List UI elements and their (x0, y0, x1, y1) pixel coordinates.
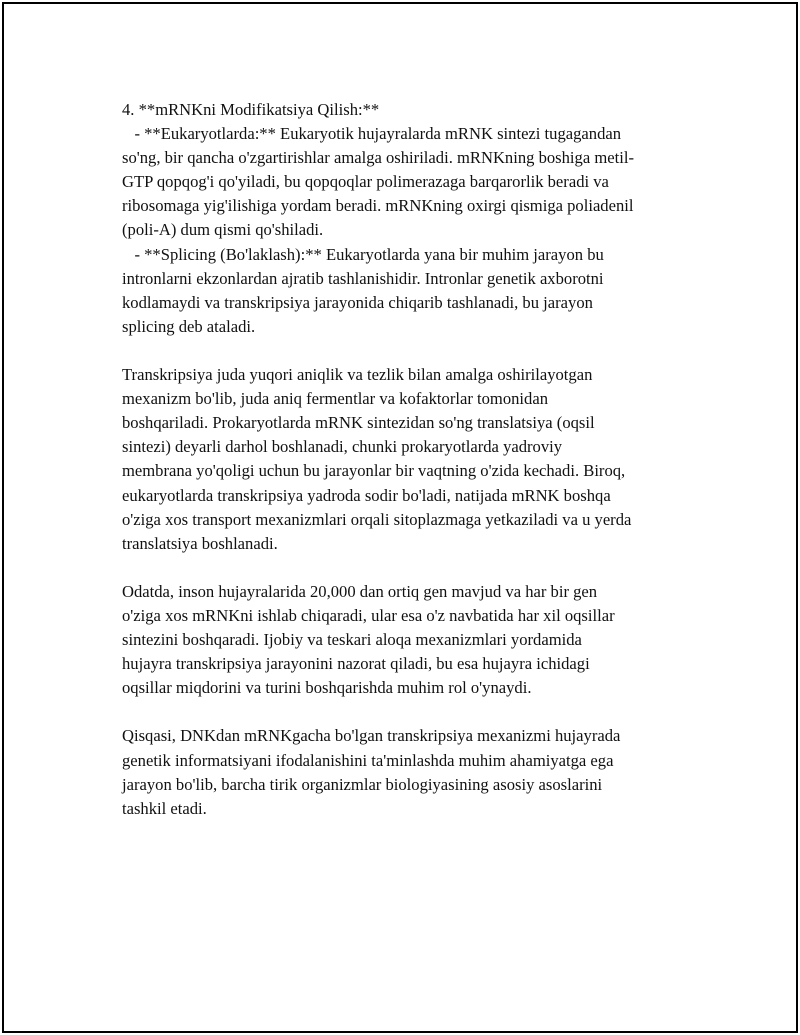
text-line: boshqariladi. Prokaryotlarda mRNK sintezidan so'ng translatsiya (oqsil (122, 413, 595, 433)
text-line: GTP qopqog'i qo'yiladi, bu qopqoqlar polimerazaga barqarorlik beradi va (122, 172, 609, 192)
text-line: membrana yo'qoligi uchun bu jarayonlar bir vaqtning o'zida kechadi. Biroq, (122, 461, 626, 481)
text-line: Transkripsiya juda yuqori aniqlik va tezlik bilan amalga oshirilayotgan (122, 365, 593, 385)
text-line: ribosomaga yig'ilishiga yordam beradi. mRNKning oxirgi qismiga poliadenil (122, 196, 634, 216)
text-line: sintezini boshqaradi. Ijobiy va teskari aloqa mexanizmlari yordamida (122, 630, 582, 650)
page-frame (2, 2, 798, 1033)
paragraph-gap (122, 339, 702, 363)
text-line: hujayra transkripsiya jarayonini nazorat qiladi, bu esa hujayra ichidagi (122, 654, 590, 674)
text-line: intronlarni ekzonlardan ajratib tashlanishidir. Intronlar genetik axborotni (122, 268, 604, 288)
section-heading: 4. **mRNKni Modifikatsiya Qilish:** (122, 100, 380, 119)
text-line: Odatda, inson hujayralarida 20,000 dan ortiq gen mavjud va har bir gen (122, 581, 598, 601)
text-line: jarayon bo'lib, barcha tirik organizmlar biologiyasining asosiy asoslarini (122, 774, 603, 794)
text-line: - **Eukaryotlarda:** Eukaryotik hujayralarda mRNK sintezi tugagandan (122, 124, 622, 144)
text-line: Qisqasi, DNKdan mRNKgacha bo'lgan transkripsiya mexanizmi hujayrada (122, 726, 621, 746)
text-line: splicing deb ataladi. (122, 316, 256, 336)
text-line: so'ng, bir qancha o'zgartirishlar amalga oshiriladi. mRNKning boshiga metil- (122, 148, 634, 168)
text-line: kodlamaydi va transkripsiya jarayonida chiqarib tashlanadi, bu jarayon (122, 292, 593, 312)
text-line: eukaryotlarda transkripsiya yadroda sodir bo'ladi, natijada mRNK boshqa (122, 485, 611, 505)
text-line: o'ziga xos transport mexanizmlari orqali sitoplazmaga yetkaziladi va u yerda (122, 509, 632, 529)
text-line: genetik informatsiyani ifodalanishini ta'minlashda muhim ahamiyatga ega (122, 750, 614, 770)
text-line: translatsiya boshlanadi. (122, 533, 278, 553)
text-line: (poli-A) dum qismi qo'shiladi. (122, 220, 324, 240)
text-line: mexanizm bo'lib, juda aniq fermentlar va kofaktorlar tomonidan (122, 389, 548, 409)
paragraph-gap (122, 700, 702, 724)
text-line: sintezi) deyarli darhol boshlanadi, chunki prokaryotlarda yadroviy (122, 437, 563, 457)
text-line: - **Splicing (Bo'laklash):** Eukaryotlarda yana bir muhim jarayon bu (122, 244, 604, 264)
document-body (122, 98, 702, 821)
text-line: tashkil etadi. (122, 798, 207, 818)
text-line: oqsillar miqdorini va turini boshqarishda muhim rol o'ynaydi. (122, 678, 532, 698)
paragraph-gap (122, 556, 702, 580)
text-line: o'ziga xos mRNKni ishlab chiqaradi, ular esa o'z navbatida har xil oqsillar (122, 605, 615, 625)
